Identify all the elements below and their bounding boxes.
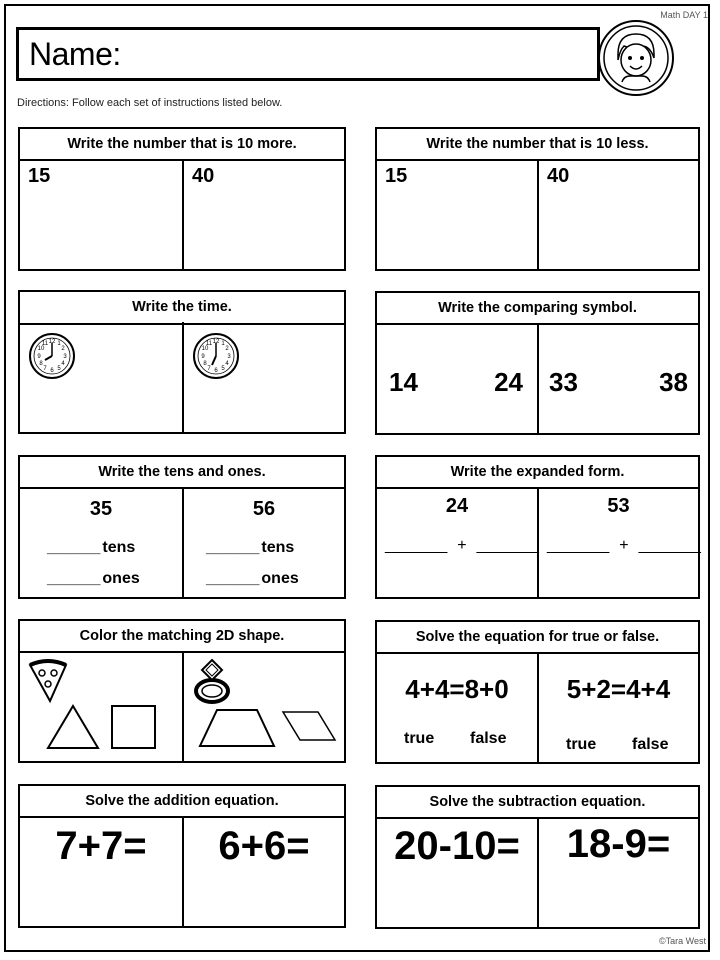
card-tens-ones	[18, 455, 346, 599]
card-title: Write the number that is 10 less.	[377, 129, 698, 161]
svg-text:2: 2	[225, 346, 229, 352]
number-prompt: 40	[547, 165, 570, 187]
triangle-shape[interactable]	[45, 703, 101, 751]
ones-line: ______ ones	[47, 570, 140, 587]
number-prompt: 35	[89, 498, 113, 520]
svg-text:10: 10	[37, 346, 45, 352]
card-addition	[18, 784, 346, 928]
compare-right-number: 24	[494, 367, 523, 397]
card-subtraction	[375, 785, 700, 929]
answer-cell[interactable]	[377, 819, 537, 929]
card-compare	[375, 291, 700, 435]
clock-icon	[28, 332, 76, 380]
card-2d-shape	[18, 619, 346, 763]
compare-right-number: 38	[659, 367, 688, 397]
card-write-time	[18, 290, 346, 434]
answer-cell[interactable]	[377, 325, 537, 435]
equation: 4+4=8+0	[405, 674, 509, 704]
answer-cell[interactable]	[20, 489, 182, 599]
number-prompt: 40	[192, 165, 215, 187]
number-prompt: 24	[445, 495, 469, 517]
svg-text:9: 9	[37, 354, 41, 360]
card-title: Solve the equation for true or false.	[377, 622, 698, 654]
answer-cell[interactable]	[184, 324, 344, 434]
svg-text:10: 10	[201, 346, 209, 352]
equation: 6+6=	[218, 824, 310, 868]
svg-text:8: 8	[39, 361, 43, 367]
svg-text:11: 11	[41, 341, 49, 347]
card-expanded-form	[375, 455, 700, 599]
answer-cell[interactable]	[20, 161, 182, 271]
svg-text:7: 7	[207, 366, 211, 372]
card-true-false	[375, 620, 700, 764]
card-ten-less	[375, 127, 700, 271]
compare-left-number: 14	[389, 367, 418, 397]
answer-cell[interactable]	[20, 324, 182, 434]
expanded-line: _______ + _______	[385, 537, 539, 554]
card-title: Solve the subtraction equation.	[377, 787, 698, 819]
number-prompt: 15	[28, 165, 51, 187]
tens-line: ______ tens	[206, 539, 295, 556]
name-label: Name:	[29, 36, 121, 72]
card-title: Write the expanded form.	[377, 457, 698, 489]
parallelogram-shape[interactable]	[280, 709, 338, 743]
card-title: Write the number that is 10 more.	[20, 129, 344, 161]
equation: 5+2=4+4	[566, 674, 671, 704]
answer-cell[interactable]	[184, 653, 344, 763]
answer-cell[interactable]	[377, 161, 537, 271]
answer-cell[interactable]	[377, 654, 537, 764]
false-option[interactable]: false	[470, 730, 507, 747]
answer-cell[interactable]	[20, 818, 182, 928]
clock-icon	[192, 332, 240, 380]
name-field[interactable]	[16, 27, 600, 81]
worksheet-tag: Math DAY 1	[660, 10, 708, 20]
svg-text:5: 5	[57, 366, 61, 372]
answer-cell[interactable]	[184, 489, 344, 599]
answer-cell[interactable]	[539, 325, 698, 435]
false-option[interactable]: false	[632, 736, 669, 753]
svg-text:12: 12	[48, 339, 56, 345]
card-title: Color the matching 2D shape.	[20, 621, 344, 653]
svg-text:4: 4	[225, 361, 229, 367]
svg-text:11: 11	[205, 341, 213, 347]
answer-cell[interactable]	[539, 819, 698, 929]
answer-cell[interactable]	[539, 654, 698, 764]
svg-text:8: 8	[203, 361, 207, 367]
boy-face-icon	[596, 18, 676, 98]
card-title: Write the tens and ones.	[20, 457, 344, 489]
directions-text: Directions: Follow each set of instructions listed below.	[17, 97, 283, 109]
svg-text:6: 6	[50, 368, 54, 374]
svg-text:2: 2	[61, 346, 65, 352]
trapezoid-shape[interactable]	[197, 707, 277, 749]
equation: 7+7=	[55, 824, 147, 868]
ring-icon	[190, 657, 234, 705]
answer-cell[interactable]	[184, 818, 344, 928]
copyright-credit: ©Tara West	[659, 936, 706, 946]
svg-text:4: 4	[61, 361, 65, 367]
answer-cell[interactable]	[20, 653, 182, 763]
card-title: Write the time.	[20, 292, 344, 325]
svg-text:3: 3	[63, 354, 67, 360]
answer-cell[interactable]	[377, 489, 537, 599]
card-title: Solve the addition equation.	[20, 786, 344, 818]
svg-text:3: 3	[227, 354, 231, 360]
svg-text:12: 12	[212, 339, 220, 345]
true-option[interactable]: true	[404, 730, 435, 747]
svg-text:1: 1	[57, 341, 61, 347]
ones-line: ______ ones	[206, 570, 299, 587]
svg-text:6: 6	[214, 368, 218, 374]
number-prompt: 53	[607, 495, 630, 517]
answer-cell[interactable]	[539, 489, 701, 599]
svg-text:1: 1	[221, 341, 225, 347]
answer-cell[interactable]	[184, 161, 344, 271]
card-title: Write the comparing symbol.	[377, 293, 698, 325]
equation: 20-10=	[394, 824, 520, 868]
true-option[interactable]: true	[566, 736, 597, 753]
pizza-slice-icon	[26, 657, 70, 705]
number-prompt: 15	[385, 165, 408, 187]
compare-left-number: 33	[549, 367, 578, 397]
square-shape[interactable]	[110, 703, 158, 751]
svg-text:7: 7	[43, 366, 47, 372]
answer-cell[interactable]	[539, 161, 698, 271]
svg-text:9: 9	[201, 354, 205, 360]
tens-line: ______ tens	[47, 539, 136, 556]
expanded-line: _______ + _______	[547, 537, 701, 554]
equation: 18-9=	[566, 822, 671, 866]
svg-text:5: 5	[221, 366, 225, 372]
number-prompt: 56	[252, 498, 276, 520]
card-ten-more	[18, 127, 346, 271]
